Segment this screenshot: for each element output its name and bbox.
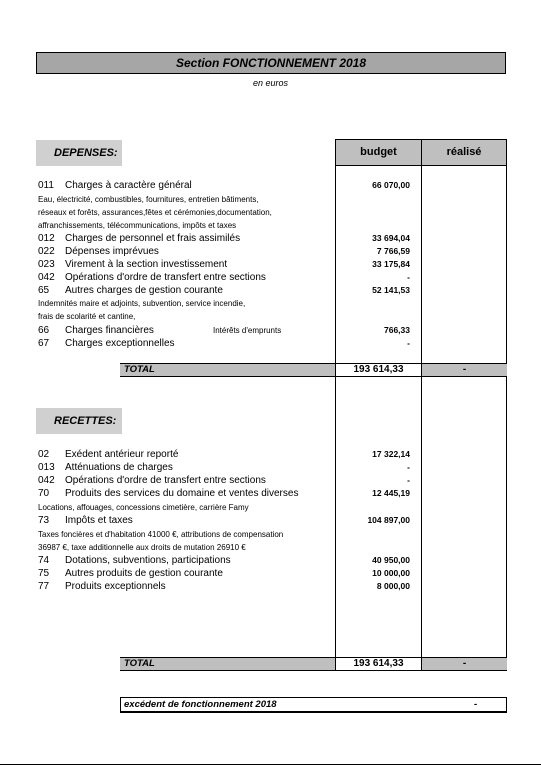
realise-column-right-border bbox=[506, 165, 507, 665]
depense-row-022: 022 Dépenses imprévues 7 766,59 bbox=[38, 246, 410, 257]
depense-row-023: 023 Virement à la section investissement 33 175,84 bbox=[38, 259, 410, 270]
depenses-total-realise: - bbox=[462, 364, 467, 375]
recette-row-013: 013 Atténuations de charges - bbox=[38, 462, 410, 473]
depense-row-011: 011 Charges à caractère général 66 070,00 bbox=[38, 180, 410, 191]
depenses-section-label: DEPENSES: bbox=[36, 140, 122, 166]
recettes-total-realise: - bbox=[462, 658, 467, 669]
recette-row-73: 73 Impôts et taxes 104 897,00 bbox=[38, 515, 410, 526]
depense-011-detail-line: réseaux et forêts, assurances,fêtes et cérémonies,documentation, bbox=[38, 208, 272, 217]
excedent-label: excédent de fonctionnement 2018 bbox=[124, 699, 277, 710]
excedent-row bbox=[120, 697, 507, 713]
depense-row-67: 67 Charges exceptionnelles - bbox=[38, 338, 410, 349]
recette-70-detail-line: Locations, affouages, concessions cimetière, carrière Famy bbox=[38, 503, 249, 512]
depenses-total-label: TOTAL bbox=[124, 364, 155, 375]
recette-row-77: 77 Produits exceptionnels 8 000,00 bbox=[38, 581, 410, 592]
recette-row-042: 042 Opérations d'ordre de transfert entre sections - bbox=[38, 475, 410, 486]
recette-row-70: 70 Produits des services du domaine et ventes diverses 12 445,19 bbox=[38, 488, 410, 499]
budget-column-header: budget bbox=[335, 139, 422, 166]
recette-row-75: 75 Autres produits de gestion courante 10 000,00 bbox=[38, 568, 410, 579]
currency-subtitle: en euros bbox=[252, 78, 289, 88]
depense-row-012: 012 Charges de personnel et frais assimilés 33 694,04 bbox=[38, 233, 410, 244]
recette-row-02: 02 Exédent antérieur reporté 17 322,14 bbox=[38, 449, 410, 460]
recette-73-detail-line: Taxes foncières et d'habitation 41000 €, attributions de compensation bbox=[38, 530, 284, 539]
recettes-total-budget: 193 614,33 bbox=[335, 658, 422, 670]
recette-73-detail-line: 36987 €, taxe additionnelle aux droits de mutation 26910 € bbox=[38, 543, 246, 552]
depense-011-detail-line: Eau, électricité, combustibles, fournitures, entretien bâtiments, bbox=[38, 195, 259, 204]
depense-65-detail-line: Indemnités maire et adjoints, subvention, service incendie, bbox=[38, 299, 246, 308]
recettes-total-label: TOTAL bbox=[124, 658, 155, 669]
depense-65-detail-line: frais de scolarité et cantine, bbox=[38, 312, 136, 321]
page-title: Section FONCTIONNEMENT 2018 bbox=[36, 52, 506, 74]
depense-row-65: 65 Autres charges de gestion courante 52 141,53 bbox=[38, 285, 410, 296]
depense-row-66: 66 Charges financières Intérêts d'emprunts 766,33 bbox=[38, 325, 410, 336]
excedent-value: - bbox=[474, 699, 478, 710]
depense-row-042: 042 Opérations d'ordre de transfert entre sections - bbox=[38, 272, 410, 283]
depenses-total-budget: 193 614,33 bbox=[335, 364, 422, 376]
realise-column-header: réalisé bbox=[421, 139, 507, 166]
depense-011-detail-line: affranchissements, télécommunications, impôts et taxes bbox=[38, 221, 237, 230]
recette-row-74: 74 Dotations, subventions, participations 40 950,00 bbox=[38, 555, 410, 566]
budget-column-right-border bbox=[421, 165, 422, 665]
page-bottom-border bbox=[0, 764, 541, 765]
recettes-section-label: RECETTES: bbox=[36, 408, 122, 434]
